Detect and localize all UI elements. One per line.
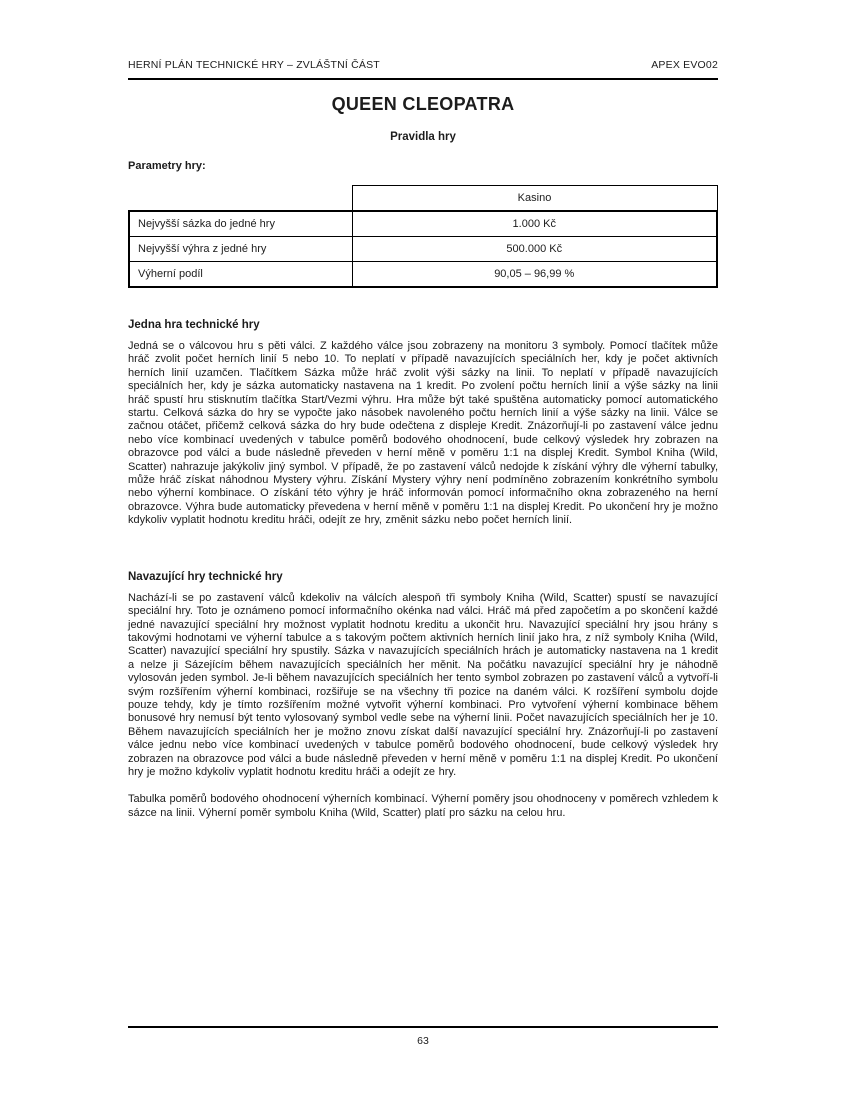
page-title: QUEEN CLEOPATRA (331, 94, 515, 114)
section-paragraph: Nachází-li se po zastavení válců kdekoliv na válcích alespoň tři symboly Kniha (Wild, Scatter) spustí se navazující speciální hry. Toto je oznámeno pomocí informačního okénka nad válci. Hráč má před započetím a po skončení každé jedné navazující speciální hry možnost vyplatit hodnotu kreditu a ukončit hru. Navazující speciální hry jsou hrány s takovými hodnotami ve výherní tabulce a s takovým počtem aktivních herních linií jako hra, z níž symboly Kniha (Wild, Scatter) navazující speciální hry spustily. Sázka v navazujících speciálních hrách je automaticky nastavena na 1 kredit a nelze ji Sázejícím během navazujících speciálních her měnit. Na počátku navazující speciální hry je náhodně vylosován jeden symbol. Je-li během navazujících speciálních her tento symbol zobrazen po zastavení válců a vytvoří-li svým rozšířením výherní kombinaci, rozšiřuje se na všechny tři pozice na daném válci. K rozšíření symbolu dojde pouze tehdy, kdy je tímto rozšířením možné vytvořit výherní kombinaci. Pro vytvoření výherní kombinace během bonusové hry nemusí být tento vylosovaný symbol vedle sebe na výherní linii. Počet navazujících speciálních her je 10. Během navazujících speciálních her je možno znovu získat další navazující speciální hry. Znázorňují-li po zastavení válce jednu nebo více kombinací uvedených v tabulce poměrů bodového ohodnocení, bude celkový výsledek hry zobrazen na obrazovce pod válci a bude následně převeden v herní měně v poměru 1:1 na displej Kredit. Po ukončení hry je možno kdykoliv vyplatit hodnotu kreditu hráči a odejít ze hry. (128, 591, 718, 778)
document-footer (128, 1026, 718, 1047)
page-number: 63 (417, 1035, 429, 1047)
table-row (129, 262, 717, 288)
table-column-header: Kasino (352, 186, 717, 212)
section-heading-single-game: Jedna hra technické hry (128, 319, 260, 331)
section-heading-followup-games: Navazující hry technické hry (128, 570, 283, 583)
table-row-label: Nejvyšší sázka do jedné hry (129, 211, 352, 237)
section-paragraph: Tabulka poměrů bodového ohodnocení výherních kombinací. Výherní poměry jsou ohodnoceny v poměrech vzhledem k sázce na linii. Výherní poměr symbolu Kniha (Wild, Scatter) platí pro sázku na celou hru. (128, 793, 718, 819)
table-row-value: 1.000 Kč (352, 211, 717, 237)
page-content (128, 0, 718, 820)
page-subtitle: Pravidla hry (390, 131, 456, 143)
table-row (129, 211, 717, 237)
table-row (129, 237, 717, 262)
table-corner-cell (129, 186, 352, 212)
header-right-text: APEX EVO02 (651, 59, 718, 71)
header-left-text: HERNÍ PLÁN TECHNICKÉ HRY – ZVLÁŠTNÍ ČÁST (128, 59, 380, 71)
table-row-label: Výherní podíl (129, 262, 352, 288)
document-header (128, 0, 718, 80)
table-row-label: Nejvyšší výhra z jedné hry (129, 237, 352, 262)
table-row (129, 186, 717, 212)
table-row-value: 90,05 – 96,99 % (352, 262, 717, 288)
params-table (128, 185, 718, 288)
params-label: Parametry hry: (128, 160, 206, 172)
table-row-value: 500.000 Kč (352, 237, 717, 262)
section-paragraph: Jedná se o válcovou hru s pěti válci. Z každého válce jsou zobrazeny na monitoru 3 symboly. Pomocí tlačítek může hráč zvolit počet herních linií 5 nebo 10. To neplatí v případě navazujících speciálních her, kdy je počet aktivních herních linií uzamčen. Tlačítkem Sázka může hráč zvolit výši sázky na linii. To neplatí v případě navazujících speciálních her, kdy je sázka automaticky nastavena na 1 kredit. Po zvolení počtu herních linií a výše sázky na linii hráč spustí hru stisknutím tlačítka Start/Vezmi výhru. Hra může být také spuštěna automaticky pomocí automatického startu. Celková sázka do hry se vypočte jako násobek navoleného počtu herních linií a výše sázky na linii. Válce se začnou otáčet, přičemž celková sázka do hry bude odečtena z displeje Kredit. Znázorňují-li po zastavení válce jednu nebo více kombinací uvedených v tabulce poměrů bodového ohodnocení, bude celkový výsledek hry zobrazen na obrazovce pod válci a bude následně převeden v herní měně v poměru 1:1 na displej Kredit. Symbol Kniha (Wild, Scatter) nahrazuje jakýkoliv jiný symbol. V případě, že po zastavení válců nedojde k získání výhry dle výherní tabulky, může hráč získat náhodnou Mystery výhru. Získání Mystery výhry není podmíněno zobrazením konkrétního symbolu nebo výherní kombinace. O získání této výhry je hráč informován pomocí informačního okna zobrazeného na herní obrazovce. Výhra bude automaticky převedena v herní měně v poměru 1:1 na displej Kredit. Po ukončení hry je možno kdykoliv vyplatit hodnotu kreditu hráči, odejít ze hry, změnit sázku nebo počet herních linií. (128, 340, 718, 527)
